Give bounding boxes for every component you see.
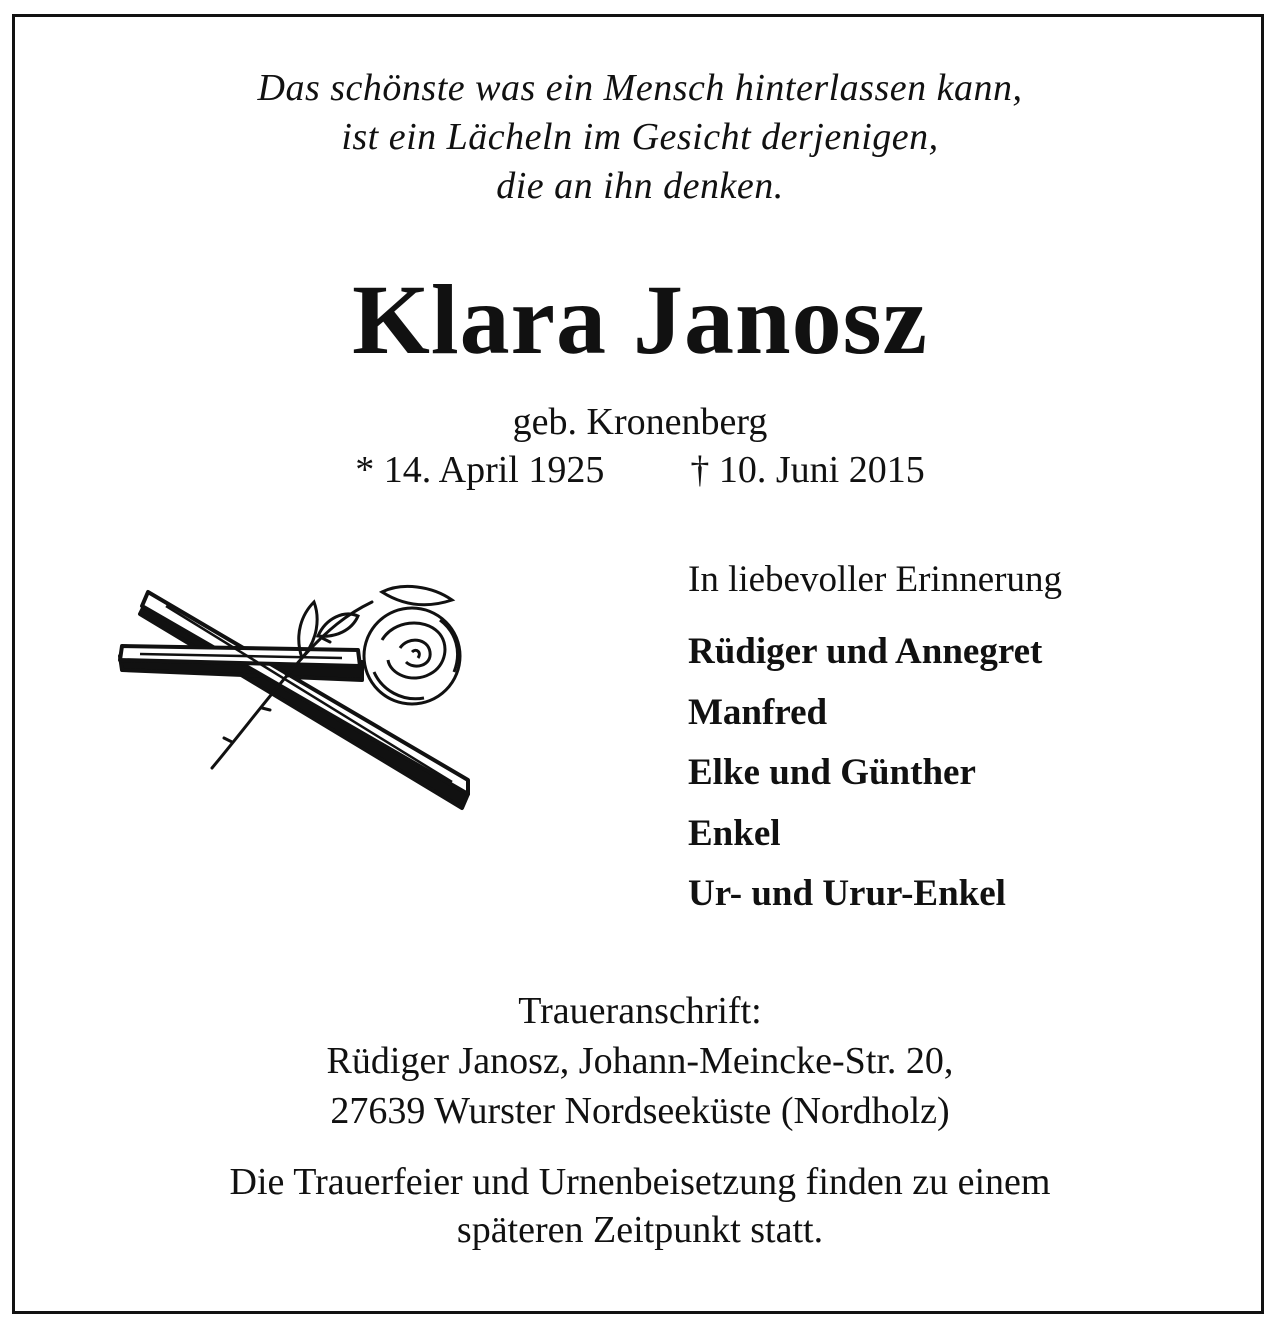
list-item: Enkel [688, 812, 781, 854]
notice-line: Die Trauerfeier und Urnenbeisetzung finden zu einem [229, 1161, 1051, 1203]
maiden-name: geb. Kronenberg [512, 401, 768, 443]
memory-intro: In liebevoller Erinnerung [688, 559, 1062, 600]
address-line: 27639 Wurster Nordseeküste (Nordholz) [330, 1090, 950, 1132]
list-item: Ur- und Urur-Enkel [688, 873, 1006, 914]
address-label: Traueranschrift: [518, 990, 762, 1032]
mourners-list [688, 622, 1042, 925]
memorial-quote [0, 64, 1280, 211]
deceased-name: Klara Janosz [352, 264, 928, 375]
list-item: Rüdiger und Annegret [688, 631, 1043, 672]
list-item: Elke und Günther [688, 752, 976, 793]
cross-with-rose-icon [112, 562, 502, 820]
quote-line: Das schönste was ein Mensch hinterlassen kann, [257, 67, 1023, 109]
address-line: Rüdiger Janosz, Johann-Meincke-Str. 20, [326, 1040, 954, 1082]
mourning-address [0, 986, 1280, 1136]
birth-date: * 14. April 1925 [355, 449, 605, 491]
ceremony-notice [0, 1158, 1280, 1254]
list-item: Manfred [688, 691, 828, 733]
quote-line: ist ein Lächeln im Gesicht derjenigen, [341, 116, 939, 158]
death-date: † 10. Juni 2015 [690, 449, 925, 491]
quote-line: die an ihn denken. [496, 165, 784, 207]
notice-line: späteren Zeitpunkt statt. [456, 1209, 824, 1251]
life-dates [0, 446, 1280, 494]
